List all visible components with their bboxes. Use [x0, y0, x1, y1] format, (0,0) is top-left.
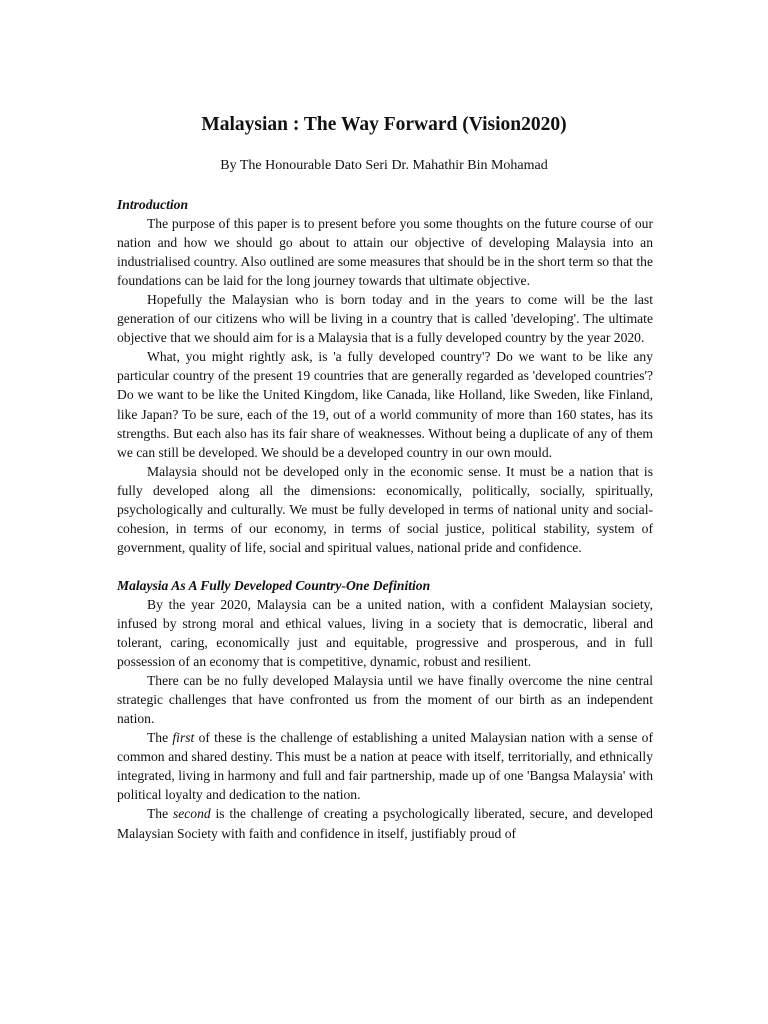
section-heading-definition: Malaysia As A Fully Developed Country-One Definition — [117, 577, 431, 593]
paragraph-text: The — [147, 806, 173, 822]
body-paragraph: The purpose of this paper is to present before you some thoughts on the future course of our nation and how we should go about to attain our objective of developing Malaysia into an industrialised country. Also outlined are some measures that should be in the short term so that the foundations can be laid for the long journey towards that ultimate objective. — [117, 216, 653, 289]
paper-title: Malaysian : The Way Forward (Vision2020) — [201, 114, 567, 135]
body-paragraph: By the year 2020, Malaysia can be a united nation, with a confident Malaysian society, infused by strong moral and ethical values, living in a society that is democratic, liberal and tolerant, caring, economically just and equitable, progressive and prosperous, and in full possession of an economy that is competitive, dynamic, robust and resilient. — [117, 596, 653, 670]
body-paragraph — [117, 728, 653, 804]
author-byline: By The Honourable Dato Seri Dr. Mahathir Bin Mohamad — [220, 158, 548, 173]
emphasis-word: first — [172, 730, 195, 746]
paragraph-text: is the challenge of creating a psychologically liberated, secure, and developed Malaysian Society with faith and confidence in itself, justifiably proud of — [117, 806, 653, 841]
paragraph-text: The — [147, 730, 173, 746]
section-spacer — [117, 557, 653, 576]
body-paragraph: What, you might rightly ask, is 'a fully developed country'? Do we want to be like any particular country of the present 19 countries that are generally regarded as 'developed countries'? Do we want to be like the United Kingdom, like Canada, like Holland, like Sweden, like Finland, like Japan? To be sure, each of the 19, out of a world community of more than 160 states, has its strengths. But each also has its fair share of weaknesses. Without being a duplicate of any of them we can still be developed. We should be a developed country in our own mould. — [117, 349, 653, 460]
body-paragraph: There can be no fully developed Malaysia until we have finally overcome the nine central strategic challenges that have confronted us from the moment of our birth as an independent nation. — [117, 673, 653, 727]
paragraph-text: of these is the challenge of establishing a united Malaysian nation with a sense of common and shared destiny. This must be a nation at peace with itself, territorially, and ethnically integrated, living in harmony and full and fair partnership, made up of one 'Bangsa Malaysia' with political loyalty and dedication to the nation. — [117, 730, 653, 803]
emphasis-word: second — [172, 806, 211, 822]
body-paragraph — [117, 804, 653, 842]
paper-body — [117, 195, 653, 843]
body-paragraph: Malaysia should not be developed only in the economic sense. It must be a nation that is fully developed along all the dimensions: economically, politically, socially, spiritually, psychologically and culturally. We must be fully developed in terms of national unity and social-cohesion, in terms of our economy, in terms of social justice, political stability, system of government, quality of life, social and spiritual values, national pride and confidence. — [117, 463, 653, 555]
section-heading-introduction: Introduction — [117, 197, 189, 212]
body-paragraph: Hopefully the Malaysian who is born today and in the years to come will be the last generation of our citizens who will be living in a country that is called 'developing'. The ultimate objective that we should aim for is a Malaysia that is a fully developed country by the year 2020. — [117, 292, 653, 346]
